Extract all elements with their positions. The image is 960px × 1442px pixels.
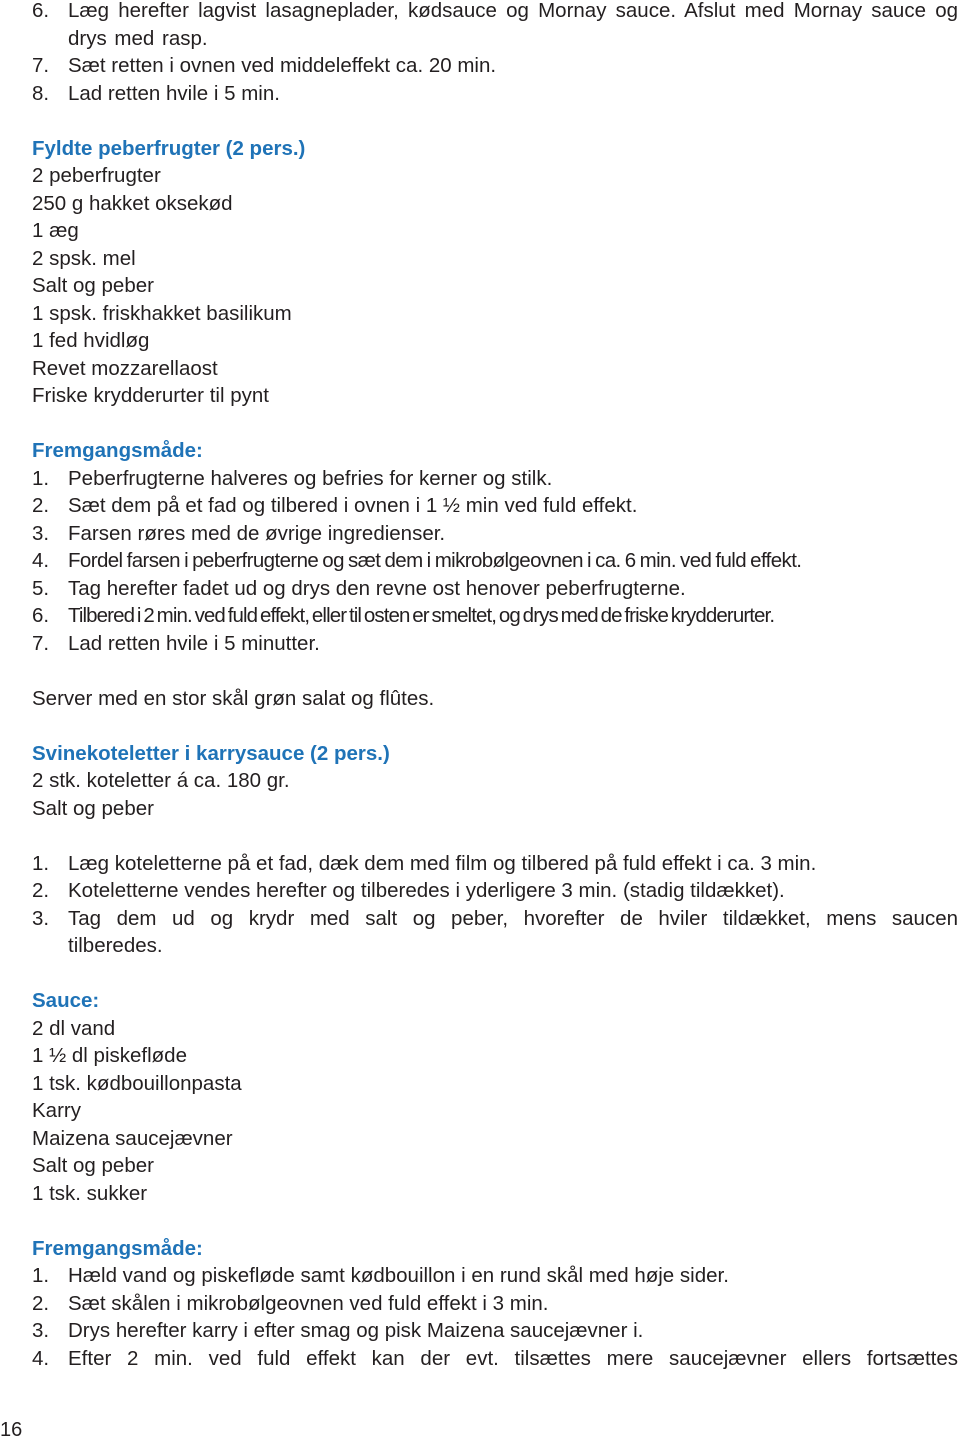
step-text: Sæt retten i ovnen ved middeleffekt ca. 20 min. — [68, 54, 497, 77]
page-number: 16 — [0, 1419, 23, 1441]
lasagne-step — [32, 0, 958, 52]
method-step — [32, 492, 958, 520]
step-text: Efter 2 min. ved fuld effekt kan der evt. tilsættes mere saucejævner ellers fortsættes — [68, 1346, 958, 1370]
step-number: 5. — [32, 576, 50, 600]
step-number: 3. — [32, 1319, 50, 1342]
step-text: Fordel farsen i peberfrugterne og sæt dem i mikrobølgeovnen i ca. 6 min. ved fuld effekt. — [68, 549, 802, 572]
ingredient-list — [32, 162, 958, 410]
lasagne-step — [32, 80, 958, 108]
method-step — [32, 575, 958, 603]
step-number: 8. — [32, 81, 50, 105]
method-heading: Fremgangsmåde: — [32, 1236, 203, 1260]
step-number: 1. — [32, 466, 50, 490]
step-number: 6. — [32, 0, 50, 22]
ingredient: Salt og peber — [32, 274, 154, 297]
ingredient: Karry — [32, 1099, 81, 1122]
step-text: Koteletterne vendes herefter og tilberedes i yderligere 3 min. (stadig tildækket). — [68, 879, 785, 902]
step-number: 2. — [32, 494, 50, 517]
ingredient: 1 ½ dl piskefløde — [32, 1044, 187, 1067]
ingredient: 2 stk. koteletter á ca. 180 gr. — [32, 769, 290, 792]
method-step — [32, 520, 958, 548]
method-step — [32, 850, 958, 878]
step-text: Læg herefter lagvist lasagneplader, kødsauce og Mornay sauce. Afslut med Mornay sauce og drys med rasp. — [68, 0, 958, 50]
step-number: 2. — [32, 1291, 50, 1315]
step-number: 1. — [32, 1264, 50, 1287]
ingredient: Revet mozzarellaost — [32, 356, 218, 380]
lasagne-step — [32, 52, 958, 80]
recipe-title: Fyldte peberfrugter (2 pers.) — [32, 136, 306, 160]
ingredient: 1 tsk. sukker — [32, 1181, 148, 1205]
step-number: 6. — [32, 604, 50, 627]
ingredient: 2 dl vand — [32, 1016, 116, 1040]
step-text: Tag dem ud og krydr med salt og peber, hvorefter de hviler tildækket, mens saucen tilberedes. — [68, 906, 958, 957]
step-number: 4. — [32, 1346, 50, 1370]
ingredient: 250 g hakket oksekød — [32, 191, 233, 215]
lasagne-steps-list — [32, 0, 958, 107]
method-step — [32, 1290, 958, 1318]
recipe-title: Svinekoteletter i karrysauce (2 pers.) — [32, 741, 390, 765]
step-text: Tilbered i 2 min. ved fuld effekt, eller til osten er smeltet, og drys med de friske krydderurter. — [68, 604, 775, 627]
step-text: Tag herefter fadet ud og drys den revne ost henover peberfrugterne. — [68, 576, 686, 600]
page-content — [32, 0, 958, 1372]
method-step — [32, 465, 958, 493]
step-number: 7. — [32, 54, 50, 77]
sauce-ingredient-list — [32, 1015, 958, 1208]
step-text: Sæt skålen i mikrobølgeovnen ved fuld effekt i 3 min. — [68, 1291, 549, 1315]
ingredient: Friske krydderurter til pynt — [32, 384, 269, 407]
ingredient: 1 fed hvidløg — [32, 329, 150, 352]
method-step — [32, 602, 958, 630]
step-number: 1. — [32, 851, 50, 875]
method-step — [32, 1345, 958, 1373]
method-steps-list — [32, 850, 958, 960]
ingredient: Salt og peber — [32, 1154, 154, 1177]
step-text: Lad retten hvile i 5 minutter. — [68, 631, 320, 655]
step-number: 2. — [32, 879, 50, 902]
method-step — [32, 547, 958, 575]
step-text: Hæld vand og piskefløde samt kødbouillon i en rund skål med høje sider. — [68, 1264, 729, 1287]
method-step — [32, 630, 958, 658]
step-number: 4. — [32, 549, 50, 572]
ingredient: Salt og peber — [32, 796, 154, 820]
step-text: Peberfrugterne halveres og befries for kerner og stilk. — [68, 466, 553, 490]
method-step — [32, 1317, 958, 1345]
ingredient: 1 tsk. kødbouillonpasta — [32, 1071, 242, 1095]
method-step — [32, 905, 958, 960]
sauce-steps-list — [32, 1262, 958, 1372]
ingredient-list — [32, 767, 958, 822]
step-number: 3. — [32, 906, 50, 930]
step-text: Farsen røres med de øvrige ingredienser. — [68, 521, 446, 545]
ingredient: 2 peberfrugter — [32, 164, 161, 187]
ingredient: Maizena saucejævner — [32, 1126, 233, 1150]
step-text: Lad retten hvile i 5 min. — [68, 81, 280, 105]
ingredient: 1 spsk. friskhakket basilikum — [32, 301, 292, 325]
step-text: Læg koteletterne på et fad, dæk dem med film og tilbered på fuld effekt i ca. 3 min. — [68, 851, 817, 875]
sauce-heading: Sauce: — [32, 989, 100, 1012]
ingredient: 1 æg — [32, 219, 79, 242]
method-heading: Fremgangsmåde: — [32, 439, 203, 462]
serving-suggestion: Server med en stor skål grøn salat og flûtes. — [32, 686, 435, 710]
method-steps-list — [32, 465, 958, 658]
step-text: Sæt dem på et fad og tilbered i ovnen i 1 ½ min ved fuld effekt. — [68, 494, 638, 517]
step-text: Drys herefter karry i efter smag og pisk Maizena saucejævner i. — [68, 1319, 644, 1342]
ingredient: 2 spsk. mel — [32, 246, 136, 270]
step-number: 3. — [32, 521, 50, 545]
method-step — [32, 877, 958, 905]
method-step — [32, 1262, 958, 1290]
step-number: 7. — [32, 631, 50, 655]
